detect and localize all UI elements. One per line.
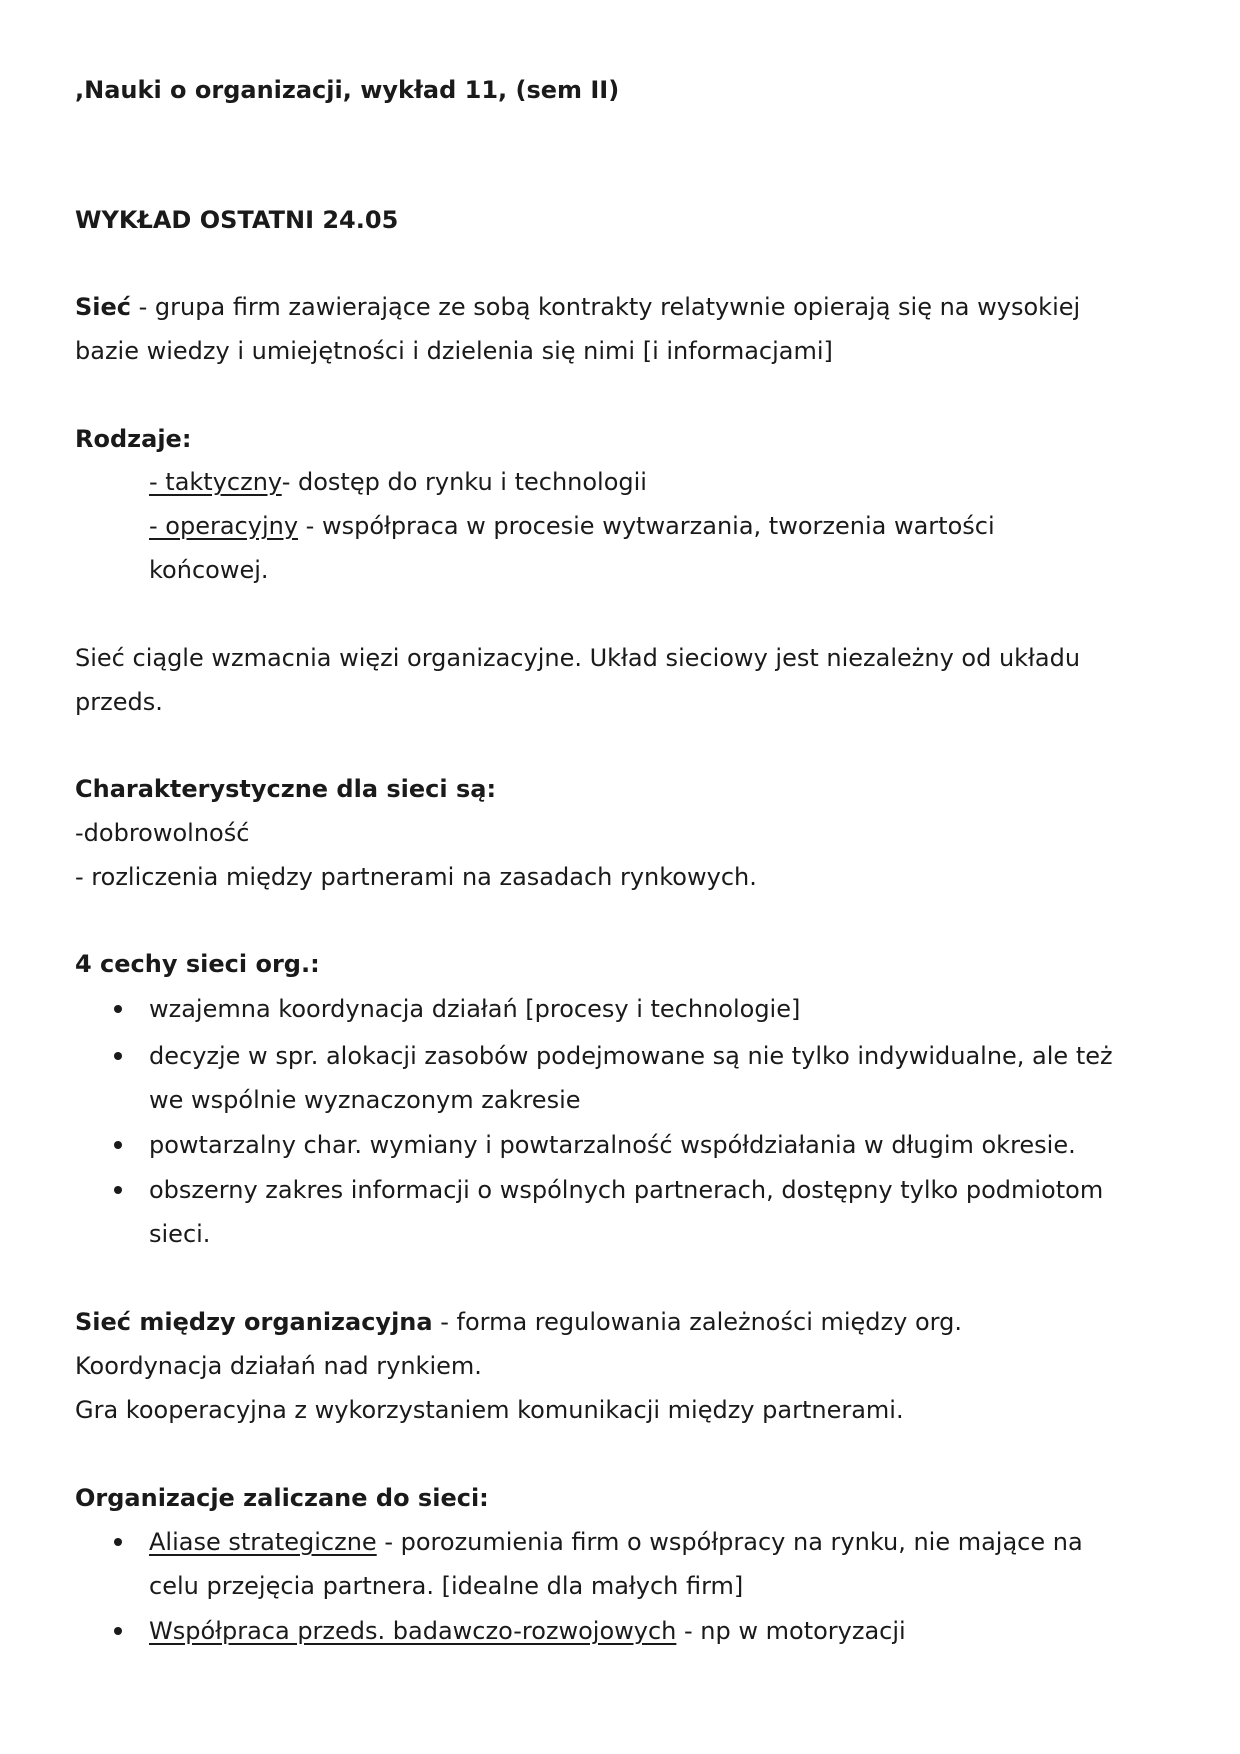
siec-term: Sieć (75, 293, 132, 321)
siec-miedzy-line-1 (75, 1307, 962, 1337)
rodzaje-term-taktyczny: - taktyczny (149, 468, 282, 496)
cechy-heading: 4 cechy sieci org.: (75, 950, 320, 978)
organizacje-bullet-2 (149, 1616, 906, 1646)
charakterystyczne-item: - rozliczenia między partnerami na zasadach rynkowych. (75, 863, 757, 891)
organizacje-bullet-1 (149, 1527, 1083, 1557)
paragraph-wiezi-line-2: przeds. (75, 688, 163, 716)
bullet-icon (114, 1627, 122, 1635)
bullet-icon (114, 1538, 122, 1546)
rodzaje-item-operacyjny-continuation: końcowej. (149, 556, 269, 584)
document-title: ,Nauki o organizacji, wykład 11, (sem II) (75, 76, 620, 104)
siec-definition-text: - grupa firm zawierające ze sobą kontrakty relatywnie opierają się na wysokiej (131, 293, 1081, 321)
lecture-heading: WYKŁAD OSTATNI 24.05 (75, 206, 399, 234)
siec-miedzy-term: Sieć między organizacyjna (75, 1308, 433, 1336)
rodzaje-term-operacyjny: - operacyjny (149, 512, 299, 540)
rodzaje-item-operacyjny (149, 511, 995, 541)
rodzaje-item-taktyczny (149, 467, 647, 497)
paragraph-wiezi-line-1: Sieć ciągle wzmacnia więzi organizacyjne. Układ sieciowy jest niezależny od układu (75, 644, 1081, 672)
organizacje-text-wspolpraca: - np w motoryzacji (676, 1617, 906, 1645)
cechy-bullet-4: obszerny zakres informacji o wspólnych partnerach, dostępny tylko podmiotom (149, 1176, 1104, 1204)
cechy-bullet-2: decyzje w spr. alokacji zasobów podejmowane są nie tylko indywidualne, ale też (149, 1042, 1113, 1070)
bullet-icon (114, 1186, 122, 1194)
cechy-bullet-2-continuation: we wspólnie wyznaczonym zakresie (149, 1086, 581, 1114)
bullet-icon (114, 1052, 122, 1060)
siec-miedzy-line-2: Koordynacja działań nad rynkiem. (75, 1352, 482, 1380)
siec-definition-line-1 (75, 292, 1080, 322)
charakterystyczne-heading: Charakterystyczne dla sieci są: (75, 775, 497, 803)
bullet-icon (114, 1005, 122, 1013)
organizacje-term-aliase: Aliase strategiczne (149, 1528, 377, 1556)
bullet-icon (114, 1141, 122, 1149)
rodzaje-text-operacyjny: - współpraca w procesie wytwarzania, tworzenia wartości (298, 512, 995, 540)
cechy-bullet-1: wzajemna koordynacja działań [procesy i technologie] (149, 995, 801, 1023)
organizacje-text-aliase: - porozumienia firm o współpracy na rynku, nie mające na (376, 1528, 1083, 1556)
cechy-bullet-4-continuation: sieci. (149, 1220, 211, 1248)
organizacje-bullet-1-continuation: celu przejęcia partnera. [idealne dla małych firm] (149, 1572, 744, 1600)
rodzaje-text-taktyczny: - dostęp do rynku i technologii (281, 468, 647, 496)
organizacje-heading: Organizacje zaliczane do sieci: (75, 1484, 489, 1512)
rodzaje-heading: Rodzaje: (75, 425, 192, 453)
charakterystyczne-item: -dobrowolność (75, 819, 250, 847)
siec-miedzy-line-3: Gra kooperacyjna z wykorzystaniem komunikacji między partnerami. (75, 1396, 904, 1424)
siec-definition-line-2: bazie wiedzy i umiejętności i dzielenia się nimi [i informacjami] (75, 337, 833, 365)
siec-miedzy-text: - forma regulowania zależności między org. (432, 1308, 962, 1336)
organizacje-term-wspolpraca: Współpraca przeds. badawczo-rozwojowych (149, 1617, 677, 1645)
cechy-bullet-3: powtarzalny char. wymiany i powtarzalność współdziałania w długim okresie. (149, 1131, 1076, 1159)
